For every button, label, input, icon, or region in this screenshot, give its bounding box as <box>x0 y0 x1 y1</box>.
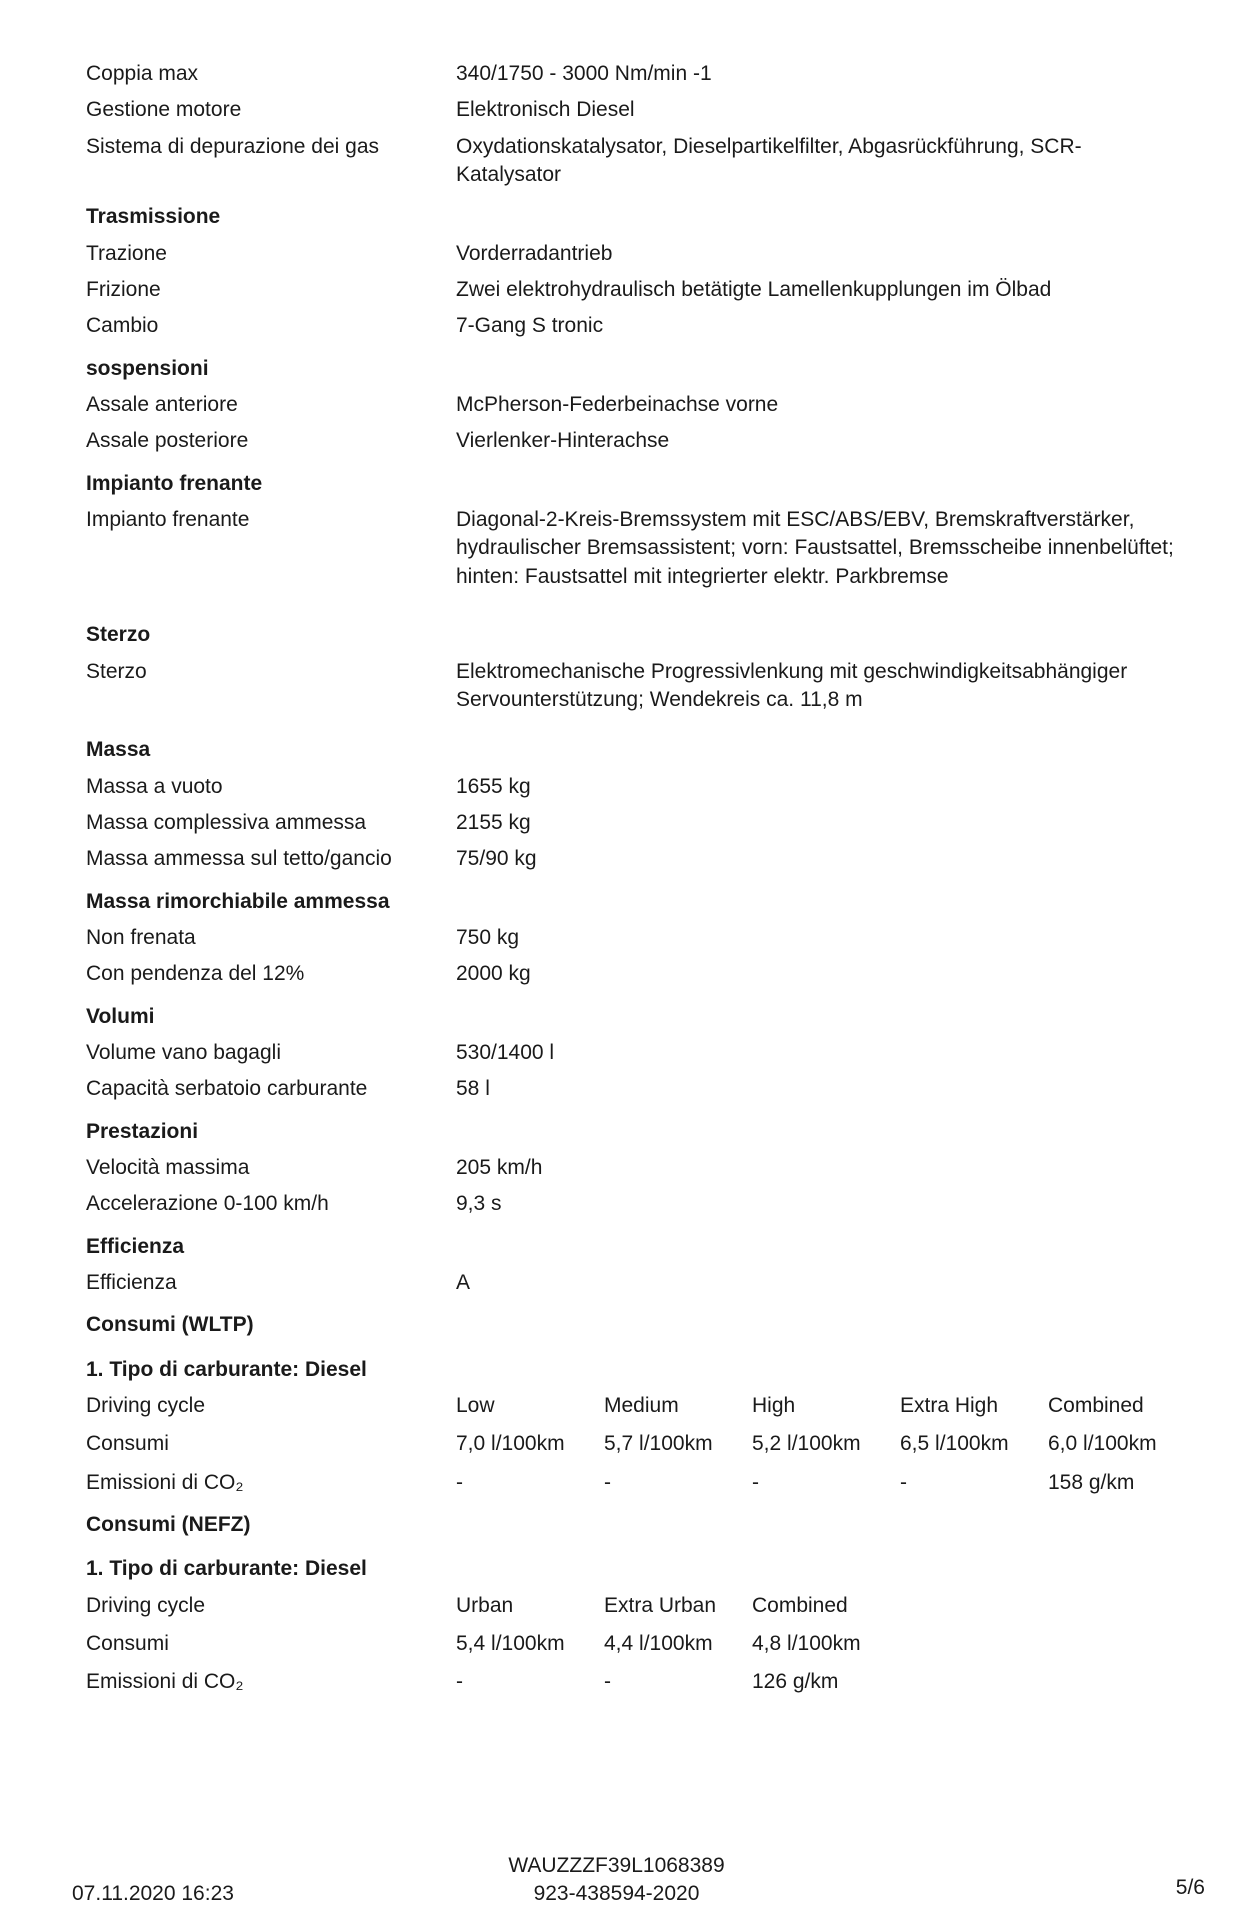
spec-row <box>86 96 1206 124</box>
spec-value: Vorderradantrieb <box>456 241 613 265</box>
table-cell: - <box>604 1670 611 1694</box>
spec-row <box>86 240 1206 268</box>
spec-row <box>86 960 1206 988</box>
spec-value: Vierlenker-Hinterachse <box>456 429 670 453</box>
table-cell: Extra Urban <box>604 1593 717 1617</box>
table-cell: High <box>752 1394 796 1418</box>
spec-row <box>86 427 1206 455</box>
section-heading: Massa <box>86 738 151 762</box>
spec-value: 1655 kg <box>456 774 531 798</box>
section-heading: Sterzo <box>86 623 151 647</box>
spec-value: 2000 kg <box>456 962 531 986</box>
spec-row <box>86 312 1206 340</box>
spec-label: Assale posteriore <box>86 429 249 453</box>
spec-row <box>86 1039 1206 1067</box>
spec-row <box>86 809 1206 837</box>
spec-row <box>86 924 1206 952</box>
section-heading: Prestazioni <box>86 1119 199 1143</box>
spec-row <box>86 1154 1206 1182</box>
spec-label: Sterzo <box>86 659 147 683</box>
spec-value: Zwei elektrohydraulisch betätigte Lamellenkupplungen im Ölbad <box>456 278 1052 302</box>
spec-label: Assale anteriore <box>86 393 238 417</box>
spec-value: 750 kg <box>456 925 520 949</box>
spec-label: Con pendenza del 12% <box>86 962 305 986</box>
spec-label: Massa a vuoto <box>86 774 223 798</box>
spec-row <box>86 506 1206 591</box>
table-cell: 6,0 l/100km <box>1048 1432 1157 1456</box>
spec-row <box>86 1269 1206 1297</box>
spec-value: 205 km/h <box>456 1155 543 1179</box>
spec-row <box>86 1190 1206 1218</box>
row-label: Driving cycle <box>86 1394 206 1418</box>
spec-label: Capacità serbatoio carburante <box>86 1077 368 1101</box>
spec-label: Efficienza <box>86 1271 177 1294</box>
spec-row <box>86 1075 1206 1103</box>
spec-value: 75/90 kg <box>456 847 537 871</box>
table-cell: - <box>604 1470 611 1494</box>
spec-value: 340/1750 - 3000 Nm/min -1 <box>456 62 712 85</box>
spec-label: Non frenata <box>86 925 196 949</box>
table-cell: Combined <box>752 1593 848 1617</box>
spec-value: 58 l <box>456 1077 490 1101</box>
section-heading: Trasmissione <box>86 205 221 229</box>
spec-value: McPherson-Federbeinachse vorne <box>456 393 779 417</box>
spec-value: 7-Gang S tronic <box>456 314 604 338</box>
section-heading: sospensioni <box>86 356 209 380</box>
fuel-type-heading: 1. Tipo di carburante: Diesel <box>86 1557 367 1581</box>
spec-value: 530/1400 l <box>456 1040 555 1064</box>
row-label: Consumi <box>86 1432 169 1456</box>
spec-label: Massa complessiva ammessa <box>86 810 367 834</box>
table-cell: 4,4 l/100km <box>604 1632 713 1656</box>
footer-ref-number: 923-438594-2020 <box>533 1882 700 1906</box>
spec-sheet <box>86 52 1206 1697</box>
spec-value: 2155 kg <box>456 810 531 834</box>
spec-value: Elektromechanische Progressivlenkung mit geschwindigkeitsabhängiger Servounterstützung; Wendekreis ca. 11,8 m <box>456 659 1128 711</box>
section-heading: Efficienza <box>86 1234 185 1258</box>
spec-label: Trazione <box>86 241 167 265</box>
row-label: Emissioni di CO₂ <box>86 1670 244 1694</box>
spec-row <box>86 133 1206 190</box>
row-label: Consumi <box>86 1632 169 1656</box>
table-cell: Extra High <box>900 1394 999 1418</box>
table-cell: - <box>900 1470 907 1494</box>
footer-vin: WAUZZZF39L1068389 <box>508 1854 725 1877</box>
table-cell: Combined <box>1048 1394 1144 1418</box>
spec-value: Diagonal-2-Kreis-Bremssystem mit ESC/ABS/EBV, Bremskraftverstärker, hydraulischer Bremsassistent; vorn: Faustsattel, Bremsscheibe innenbelüftet; hinten: Faustsattel mit integrierter elektr. Parkbremse <box>456 508 1174 588</box>
table-cell: - <box>456 1470 463 1494</box>
row-label: Driving cycle <box>86 1593 206 1617</box>
spec-label: Volume vano bagagli <box>86 1040 281 1064</box>
fuel-type-heading: 1. Tipo di carburante: Diesel <box>86 1357 367 1381</box>
row-label: Emissioni di CO₂ <box>86 1470 244 1494</box>
table-cell: Low <box>456 1394 495 1418</box>
table-cell: 7,0 l/100km <box>456 1432 565 1456</box>
section-heading: Massa rimorchiabile ammessa <box>86 889 390 913</box>
table-cell: - <box>752 1470 759 1494</box>
section-heading: Consumi (NEFZ) <box>86 1513 251 1537</box>
spec-label: Gestione motore <box>86 98 242 122</box>
spec-label: Sistema di depurazione dei gas <box>86 134 380 158</box>
spec-value: Elektronisch Diesel <box>456 98 635 122</box>
spec-label: Massa ammessa sul tetto/gancio <box>86 847 392 871</box>
section-heading: Volumi <box>86 1004 155 1028</box>
table-cell: 126 g/km <box>752 1670 839 1694</box>
spec-label: Accelerazione 0-100 km/h <box>86 1192 329 1216</box>
spec-label: Cambio <box>86 314 159 338</box>
spec-label: Impianto frenante <box>86 508 250 532</box>
table-cell: 158 g/km <box>1048 1470 1135 1494</box>
spec-row <box>86 845 1206 873</box>
table-cell: 5,2 l/100km <box>752 1432 861 1456</box>
spec-row <box>86 60 1206 88</box>
footer-date: 07.11.2020 16:23 <box>72 1882 234 1905</box>
spec-label: Frizione <box>86 278 161 302</box>
table-cell: - <box>456 1670 463 1694</box>
spec-value: A <box>456 1271 471 1294</box>
table-cell: 5,7 l/100km <box>604 1432 713 1456</box>
spec-label: Coppia max <box>86 62 199 85</box>
spec-row <box>86 276 1206 304</box>
spec-row <box>86 658 1206 715</box>
footer-reference <box>0 1852 1233 1909</box>
spec-label: Velocità massima <box>86 1155 250 1179</box>
section-heading: Impianto frenante <box>86 471 263 495</box>
table-cell: 6,5 l/100km <box>900 1432 1009 1456</box>
consumption-table <box>86 1592 1206 1697</box>
spec-value: Oxydationskatalysator, Dieselpartikelfilter, Abgasrückführung, SCR-Katalysator <box>456 134 1082 187</box>
spec-row <box>86 391 1206 419</box>
table-cell: Urban <box>456 1593 514 1617</box>
table-cell: 5,4 l/100km <box>456 1632 565 1656</box>
section-heading: Consumi (WLTP) <box>86 1313 254 1337</box>
spec-row <box>86 773 1206 801</box>
consumption-table <box>86 1392 1206 1497</box>
table-cell: Medium <box>604 1394 679 1418</box>
page-number: 5/6 <box>1175 1876 1205 1899</box>
spec-value: 9,3 s <box>456 1192 502 1216</box>
table-cell: 4,8 l/100km <box>752 1632 861 1656</box>
